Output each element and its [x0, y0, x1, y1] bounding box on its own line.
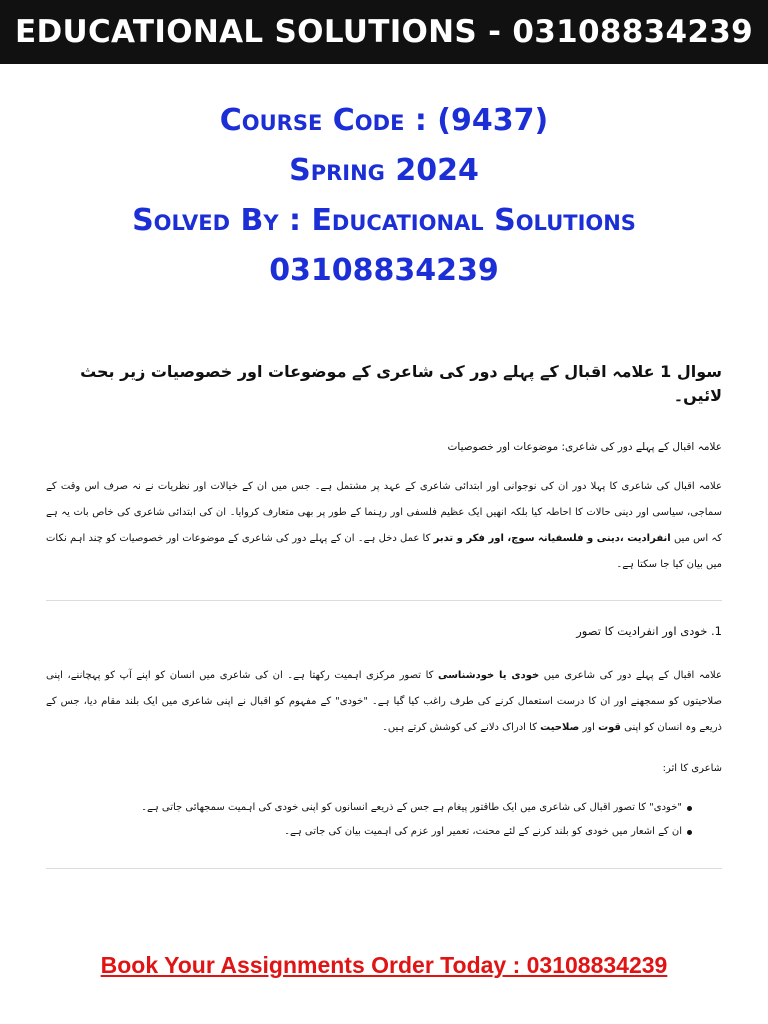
intro-text-1: علامہ اقبال کی شاعری کا پہلا دور ان کی نوجوانی اور ابتدائی شاعری کے عہد پر مشتمل ہے۔ جس میں ان کے خیالات اور نظریات نے نہ صرف اس وقت کے سماجی، سیاسی اور دینی حالات کا احاطہ کیا بلکہ انھیں ایک عظیم فلسفی اور رہنما کے طور پر بھی متعارف کروایا۔ ان کی ابتدائی شاعری کی خاص بات یہ ہے کہ اس میں	[46, 481, 722, 544]
phone-number: 03108834239	[269, 253, 499, 288]
title-block	[0, 96, 768, 296]
semester: Spring 2024	[289, 153, 479, 188]
course-code: Course Code : (9437)	[219, 103, 549, 138]
list-item	[46, 820, 722, 844]
s1-text-1: علامہ اقبال کے پہلے دور کی شاعری میں	[539, 670, 722, 681]
divider	[46, 600, 722, 601]
intro-paragraph	[46, 474, 722, 578]
s1-text-4: کا ادراک دلانے کی کوشش کرتے ہیں۔	[382, 722, 541, 733]
s1-bold-2: قوت	[598, 722, 621, 733]
s1-bold-3: صلاحیت	[540, 722, 580, 733]
list-item	[46, 796, 722, 820]
bullet-text: ان کے اشعار میں خودی کو بلند کرنے کے لئے محنت، تعمیر اور عزم کی اہمیت بیان کی جاتی ہے۔	[284, 826, 682, 837]
impact-bullet-list	[46, 796, 722, 844]
intro-text-2: کا عمل دخل ہے۔ ان کے پہلے دور کی شاعری کے موضوعات اور خصوصیات کو چند اہم نکات میں بیان کیا جا سکتا ہے۔	[46, 533, 722, 570]
question-heading: سوال 1 علامہ اقبال کے پہلے دور کی شاعری کے موضوعات اور خصوصیات زیر بحث لائیں۔	[80, 362, 722, 405]
top-banner	[0, 0, 768, 64]
s1-text-3: اور	[579, 722, 599, 733]
intro-bold: انفرادیت ،دینی و فلسفیانہ سوچ، اور فکر و تدبر	[433, 533, 671, 544]
s1-bold-1: خودی یا خودشناسی	[437, 670, 540, 681]
bullet-icon	[687, 806, 692, 811]
s1-text-2: کا تصور مرکزی اہمیت رکھتا ہے۔ ان کی شاعری میں انسان کو اپنے آپ کو پہچاننے، اپنی صلاحیتوں کو سمجھنے اور ان کا درست استعمال کرنے کی طرف راغب کیا گیا ہے۔ "خودی" کے مفہوم کو اقبال نے اپنی شاعری میں ایک بلند مقام دیا، جس کے ذریعے وہ انسان کو اپنی	[46, 670, 722, 733]
footer-cta: Book Your Assignments Order Today : 03108834239	[100, 952, 668, 978]
divider	[46, 868, 722, 869]
section-1-title: 1. خودی اور انفرادیت کا تصور	[576, 624, 722, 638]
document-body	[46, 360, 722, 889]
bullet-icon	[687, 830, 692, 835]
subheading: علامہ اقبال کے پہلے دور کی شاعری: موضوعات اور خصوصیات	[447, 441, 722, 453]
section-1-paragraph	[46, 663, 722, 741]
impact-label: شاعری کا اثر:	[662, 763, 722, 774]
solved-by: Solved By : Educational Solutions	[132, 203, 636, 238]
banner-text: EDUCATIONAL SOLUTIONS - 03108834239	[15, 14, 753, 50]
bullet-text: "خودی" کا تصور اقبال کی شاعری میں ایک طاقتور پیغام ہے جس کے ذریعے انسانوں کو اپنی خودی کی اہمیت سمجھائی جاتی ہے۔	[141, 802, 682, 813]
